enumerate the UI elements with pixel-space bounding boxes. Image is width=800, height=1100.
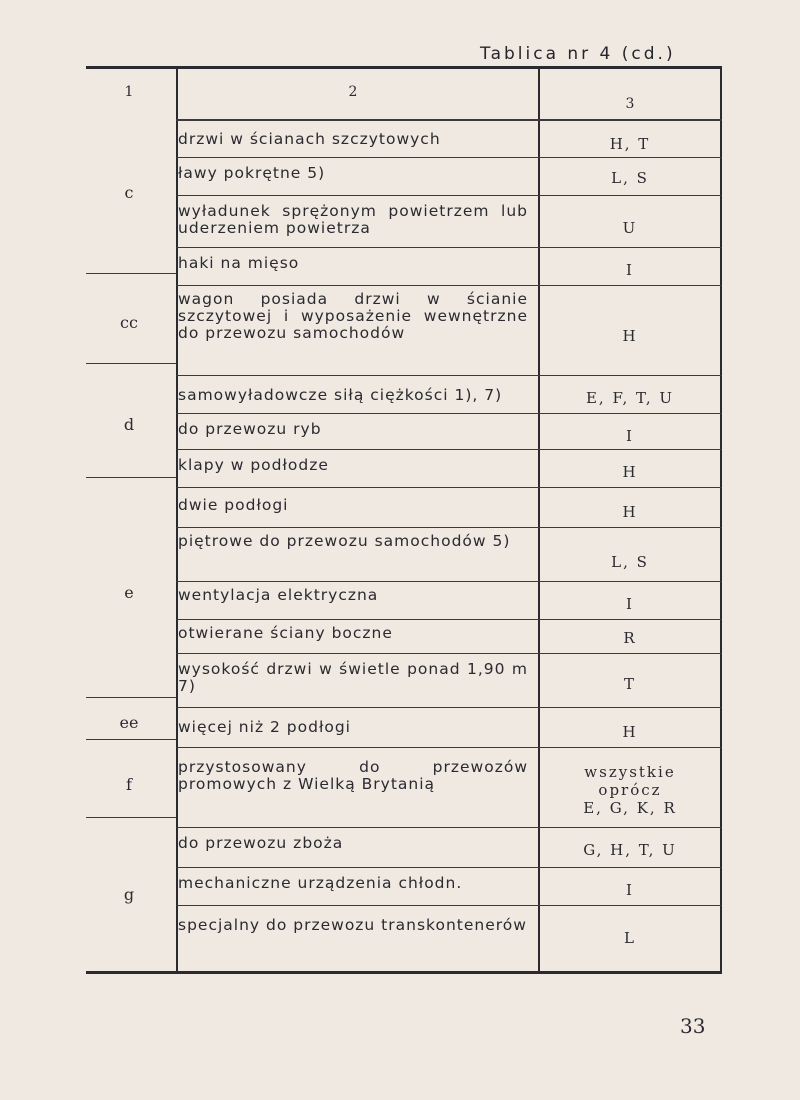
row-description: więcej niż 2 podłogi (178, 718, 351, 736)
row-code: H (622, 327, 638, 345)
row-description: piętrowe do przewozu samochodów 5) (178, 532, 511, 550)
row-description: ławy pokrętne 5) (178, 164, 326, 182)
row-divider (176, 195, 722, 196)
group-divider (86, 477, 176, 478)
row-code: I (626, 261, 634, 279)
column-header-2: 2 (348, 84, 358, 100)
row-divider (176, 527, 722, 528)
column-divider-2 (538, 69, 540, 971)
row-description: dwie podłogi (178, 496, 289, 514)
row-divider (176, 449, 722, 450)
row-description: wentylacja elektryczna (178, 586, 379, 604)
row-code: T (623, 675, 636, 693)
group-divider (86, 817, 176, 818)
wagon-features-table (86, 66, 722, 974)
row-divider (176, 619, 722, 620)
row-code: E, F, T, U (585, 389, 675, 407)
row-divider (176, 375, 722, 376)
row-description: do przewozu zboża (178, 834, 344, 852)
row-description: otwierane ściany boczne (178, 624, 393, 642)
group-label-d: d (123, 415, 135, 434)
group-label-ee: ee (119, 713, 139, 732)
row-divider (176, 905, 722, 906)
row-code: U (622, 219, 638, 237)
group-divider (86, 739, 176, 740)
row-code: H (622, 463, 638, 481)
row-code-line: E, G, K, R (583, 799, 677, 817)
row-divider (176, 413, 722, 414)
row-divider (176, 157, 722, 158)
row-description: wagon posiada drzwi w ścianie szczytowej i wyposażenie wewnętrzne do przewozu samochodów (178, 290, 528, 342)
group-label-c: c (124, 183, 134, 202)
row-description: klapy w podłodze (178, 456, 329, 474)
row-description: przystosowany do przewozów promowych z Wielką Brytanią (178, 758, 528, 793)
page-number: 33 (680, 1014, 706, 1038)
row-description: haki na mięso (178, 254, 300, 272)
group-label-cc: cc (120, 313, 138, 332)
row-code-list (542, 763, 718, 817)
group-label-f: f (126, 775, 132, 794)
table-caption: Tablica nr 4 (cd.) (480, 44, 676, 64)
row-code: G, H, T, U (583, 841, 677, 859)
group-label-g: g (123, 885, 135, 904)
row-description: wyładunek sprężonym powietrzem lub uderzeniem powietrza (178, 202, 528, 237)
row-code: I (626, 427, 634, 445)
row-description: drzwi w ścianach szczytowych (178, 130, 441, 148)
group-label-e: e (124, 583, 134, 602)
column-header-3: 3 (625, 96, 635, 112)
row-code: H, T (609, 135, 651, 153)
row-divider (176, 747, 722, 748)
row-description: do przewozu ryb (178, 420, 322, 438)
row-code: R (623, 629, 637, 647)
row-code-line: wszystkie (584, 763, 676, 781)
row-code: L (624, 929, 636, 947)
group-divider (86, 363, 176, 364)
row-code: H (622, 503, 638, 521)
row-code-line: oprócz (598, 781, 662, 799)
row-code: I (626, 881, 634, 899)
group-divider (86, 697, 176, 698)
row-description: samowyładowcze siłą ciężkości 1), 7) (178, 386, 503, 404)
row-divider (176, 581, 722, 582)
row-divider (176, 867, 722, 868)
group-divider (86, 273, 176, 274)
row-description: specjalny do przewozu transkontenerów (178, 916, 527, 934)
table-right-border (720, 69, 722, 971)
row-code: L, S (611, 553, 649, 571)
row-divider (176, 653, 722, 654)
row-code: L, S (611, 169, 649, 187)
row-divider (176, 827, 722, 828)
column-header-1: 1 (124, 84, 134, 100)
row-code: H (622, 723, 638, 741)
header-rule (176, 119, 722, 121)
row-description: mechaniczne urządzenia chłodn. (178, 874, 463, 892)
row-divider (176, 285, 722, 286)
row-code: I (626, 595, 634, 613)
row-divider (176, 487, 722, 488)
row-divider (176, 707, 722, 708)
row-description: wysokość drzwi w świetle ponad 1,90 m 7) (178, 660, 528, 695)
row-divider (176, 247, 722, 248)
